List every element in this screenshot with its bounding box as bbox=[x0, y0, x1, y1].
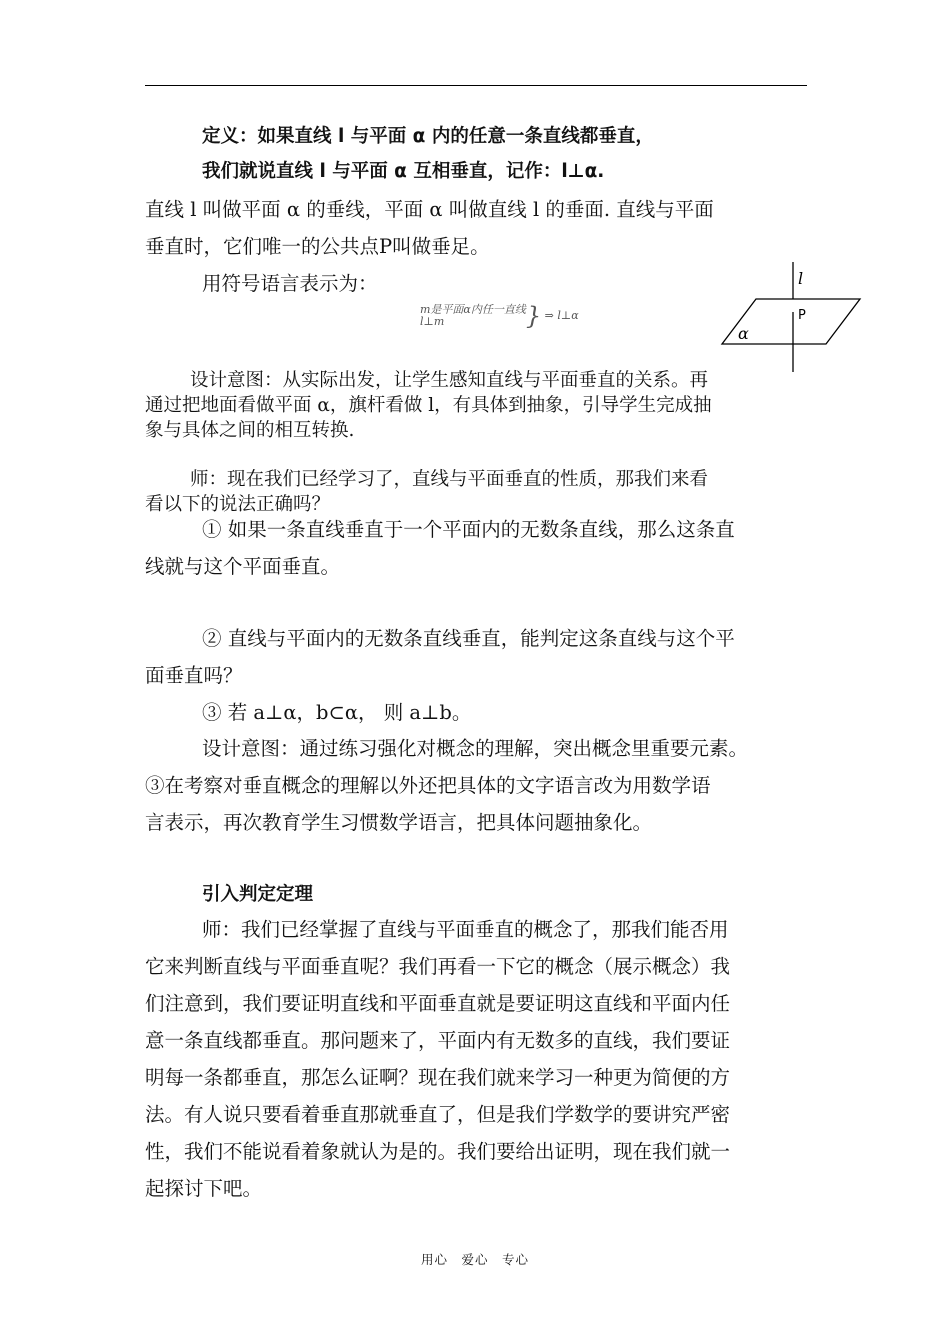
teacher2-line-6: 法。有人说只要看着垂直那就垂直了，但是我们学数学的要讲究严密 bbox=[145, 1103, 731, 1126]
explanation-line-1: 直线 l 叫做平面 α 的垂线，平面 α 叫做直线 l 的垂面. 直线与平面 bbox=[145, 198, 714, 221]
page-footer: 用心 爱心 专心 bbox=[420, 1252, 529, 1267]
teacher1-line-1: 师：现在我们已经学习了，直线与平面垂直的性质，那我们来看 bbox=[190, 469, 709, 490]
definition-line-1: 定义：如果直线 l 与平面 α 内的任意一条直线都垂直， bbox=[202, 126, 654, 147]
teacher2-line-3: 们注意到，我们要证明直线和平面垂直就是要证明这直线和平面内任 bbox=[145, 992, 731, 1015]
teacher2-line-1: 师：我们已经掌握了直线与平面垂直的概念了，那我们能否用 bbox=[202, 918, 729, 941]
design1-line-2: 通过把地面看做平面 α，旗杆看做 l，有具体到抽象，引导学生完成抽 bbox=[145, 395, 712, 416]
question-1-line-1: ① 如果一条直线垂直于一个平面内的无数条直线，那么这条直 bbox=[202, 518, 735, 541]
symbol-intro: 用符号语言表示为： bbox=[202, 272, 378, 295]
teacher2-line-8: 起探讨下吧。 bbox=[145, 1177, 263, 1200]
formula-conclusion: ⇒ l⊥α bbox=[544, 309, 579, 322]
design1-line-3: 象与具体之间的相互转换. bbox=[145, 420, 355, 441]
design2-line-3: 言表示，再次教育学生习惯数学语言，把具体问题抽象化。 bbox=[145, 811, 653, 834]
question-3: ③ 若 a⊥α，b⊂α， 则 a⊥b。 bbox=[202, 701, 472, 724]
formula-brace: } bbox=[525, 302, 542, 330]
teacher2-line-7: 性，我们不能说看着象就认为是的。我们要给出证明，现在我们就一 bbox=[145, 1140, 731, 1163]
design2-line-1: 设计意图：通过练习强化对概念的理解，突出概念里重要元素。 bbox=[202, 737, 749, 760]
formula-premise-2: l⊥m bbox=[420, 315, 445, 328]
question-2-line-1: ② 直线与平面内的无数条直线垂直，能判定这条直线与这个平 bbox=[202, 627, 735, 650]
line-label: l bbox=[798, 269, 804, 288]
perpendicular-figure bbox=[716, 262, 866, 372]
symbol-formula bbox=[420, 304, 579, 328]
plane-label: α bbox=[738, 324, 749, 343]
header-rule bbox=[145, 85, 807, 86]
explanation-line-2: 垂直时，它们唯一的公共点P叫做垂足。 bbox=[145, 235, 490, 258]
section-heading: 引入判定定理 bbox=[202, 884, 314, 905]
teacher2-line-5: 明每一条都垂直，那怎么证啊？现在我们就来学习一种更为简便的方 bbox=[145, 1066, 731, 1089]
design2-line-2: ③在考察对垂直概念的理解以外还把具体的文字语言改为用数学语 bbox=[145, 774, 711, 797]
point-label: P bbox=[798, 308, 806, 323]
question-2-line-2: 面垂直吗？ bbox=[145, 664, 243, 687]
teacher1-line-2: 看以下的说法正确吗？ bbox=[145, 494, 331, 515]
teacher2-line-4: 意一条直线都垂直。那问题来了，平面内有无数多的直线，我们要证 bbox=[145, 1029, 731, 1052]
design1-line-1: 设计意图：从实际出发，让学生感知直线与平面垂直的关系。再 bbox=[190, 370, 709, 391]
question-1-line-2: 线就与这个平面垂直。 bbox=[145, 555, 341, 578]
formula-premise-1: m是平面α内任一直线 bbox=[420, 303, 526, 316]
teacher2-line-2: 它来判断直线与平面垂直呢？我们再看一下它的概念（展示概念）我 bbox=[145, 955, 731, 978]
definition-line-2: 我们就说直线 l 与平面 α 互相垂直，记作：l⊥α. bbox=[202, 161, 605, 182]
